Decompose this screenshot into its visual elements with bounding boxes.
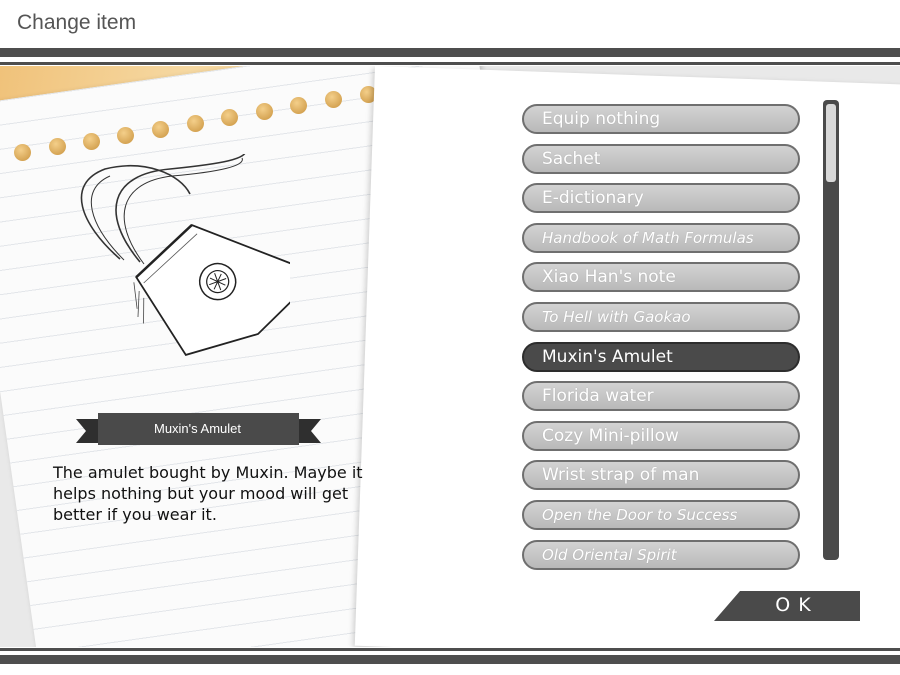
top-divider-thin xyxy=(0,62,900,65)
ok-button-label: OK xyxy=(775,594,819,616)
item-description: The amulet bought by Muxin. Maybe it helps nothing but your mood will get better if you wear it. xyxy=(53,463,363,524)
punch-hole xyxy=(152,121,169,138)
amulet-illustration xyxy=(60,154,290,394)
scrollbar-thumb[interactable] xyxy=(826,104,836,182)
punch-hole xyxy=(83,133,100,150)
ok-button[interactable] xyxy=(714,591,860,621)
punch-hole xyxy=(187,115,204,132)
item-option[interactable]: Handbook of Math Formulas xyxy=(522,223,800,253)
punch-hole xyxy=(221,109,238,126)
punch-hole xyxy=(14,144,31,161)
item-option[interactable]: Muxin's Amulet xyxy=(522,342,800,372)
item-option[interactable]: Xiao Han's note xyxy=(522,262,800,292)
item-list xyxy=(522,104,800,579)
item-option[interactable]: Wrist strap of man xyxy=(522,460,800,490)
punch-hole xyxy=(117,127,134,144)
punch-hole xyxy=(256,103,273,120)
bottom-divider-thin xyxy=(0,648,900,651)
item-option[interactable]: Florida water xyxy=(522,381,800,411)
item-option[interactable]: Open the Door to Success xyxy=(522,500,800,530)
item-option[interactable]: Old Oriental Spirit xyxy=(522,540,800,570)
item-option[interactable]: Cozy Mini-pillow xyxy=(522,421,800,451)
window-title: Change item xyxy=(17,11,137,34)
punch-hole xyxy=(290,97,307,114)
item-option[interactable]: Equip nothing xyxy=(522,104,800,134)
punch-hole xyxy=(49,138,66,155)
item-option[interactable]: Sachet xyxy=(522,144,800,174)
item-option[interactable]: E-dictionary xyxy=(522,183,800,213)
selected-item-name: Muxin's Amulet xyxy=(153,421,241,436)
top-divider xyxy=(0,48,900,57)
punch-hole xyxy=(325,91,342,108)
bottom-divider xyxy=(0,655,900,664)
item-option[interactable]: To Hell with Gaokao xyxy=(522,302,800,332)
item-panel xyxy=(0,66,900,647)
scrollbar[interactable] xyxy=(823,100,839,560)
